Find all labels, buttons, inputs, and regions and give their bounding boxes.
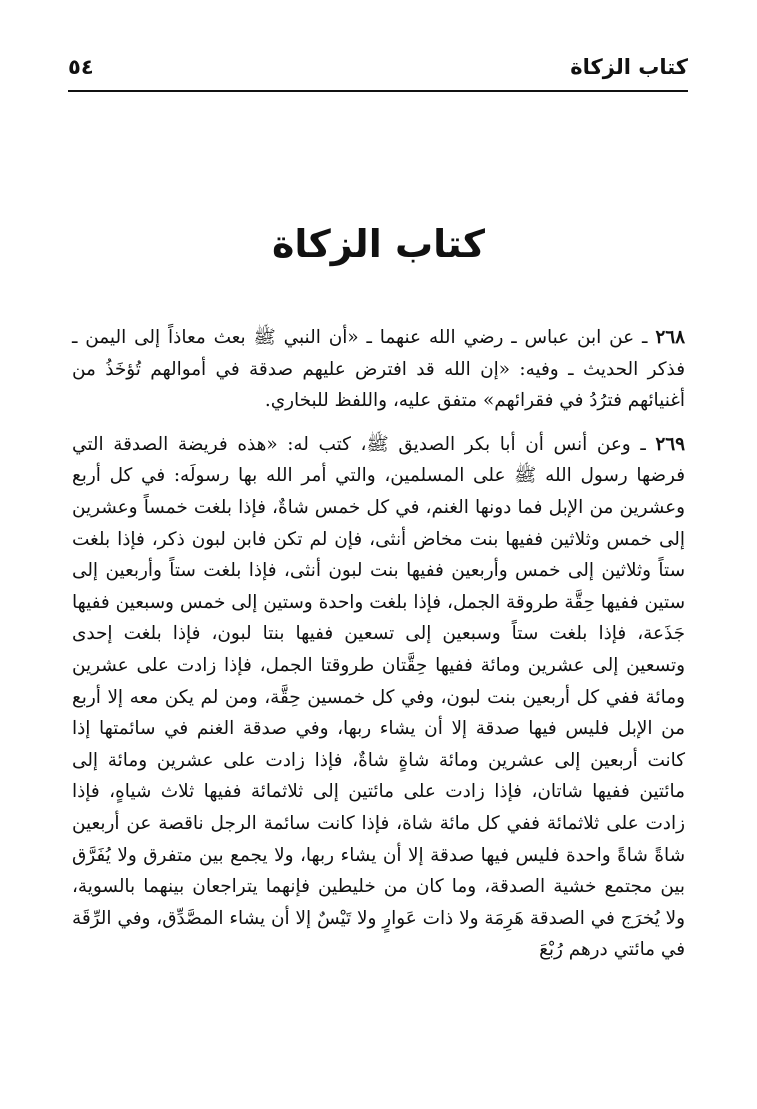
running-header-title: كتاب الزكاة — [570, 55, 688, 79]
hadith-number: ٢٦٨ — [655, 327, 685, 348]
hadith-text: ـ عن ابن عباس ـ رضي الله عنهما ـ «أن النبي ﷺ بعث معاذاً إلى اليمن ـ فذكر الحديث ـ وفيه: «إن الله قد افترض عليهم صدقة في أموالهم تُؤخَذُ من أغنيائهم فترُدُ في فقرائهم» متفق عليه، واللفظ للبخاري. — [72, 327, 685, 412]
hadith-text: ـ وعن أنس أن أبا بكر الصديق ﷺ، كتب له: «هذه فريضة الصدقة التي فرضها رسول الله ﷺ على المسلمين، والتي أمر الله بها رسولَه: في كل أربع وعشرين من الإبل فما دونها الغنم، في كل خمس شاةٌ، فإذا بلغت خمساً وعشرين إلى خمس وثلاثين ففيها بنت مخاض أنثى، فإن لم تكن فابن لبون ذكر، فإذا بلغت ستاً وثلاثين إلى خمس وأربعين ففيها بنت لبون أنثى، فإذا بلغت ستاً وأربعين إلى ستين ففيها حِقَّة طروقة الجمل، فإذا بلغت واحدة وستين إلى خمس وسبعين ففيها جَذَعة، فإذا بلغت ستاً وسبعين إلى تسعين ففيها بنتا لبون، فإذا بلغت إحدى وتسعين إلى عشرين ومائة ففيها حِقَّتان طروقتا الجمل، فإذا زادت على عشرين ومائة ففي كل أربعين بنت لبون، وفي كل خمسين حِقَّة، ومن لم يكن معه إلا أربع من الإبل فليس فيها صدقة إلا أن يشاء ربها، وفي صدقة الغنم في سائمتها إذا كانت أربعين إلى عشرين ومائة شاةٍ شاةٌ، فإذا زادت على عشرين ومائة إلى مائتين ففيها شاتان، فإذا زادت على مائتين إلى ثلاثمائة ففيها ثلاث شياهٍ، فإذا زادت على ثلاثمائة ففي كل مائة شاة، فإذا كانت سائمة الرجل ناقصة عن أربعين شاةً شاةً واحدة فليس فيها صدقة إلا أن يشاء ربها، ولا يجمع بين متفرق ولا يُفَرَّق بين مجتمع خشية الصدقة، وما كان من خليطين فإنهما يتراجعان بينهما بالسوية، ولا يُخرَج في الصدقة هَرِمَة ولا ذات عَوارٍ ولا تَيْسٌ إلا أن يشاء المصَّدِّق، وفي الرِّقَة في مائتي درهم رُبْعَ — [72, 433, 685, 961]
running-header — [68, 50, 688, 84]
hadith-paragraph — [72, 322, 685, 417]
hadith-number: ٢٦٩ — [655, 433, 685, 455]
header-divider — [68, 90, 688, 92]
page-number: ٥٤ — [68, 55, 94, 79]
body-text — [72, 322, 685, 966]
chapter-title: كتاب الزكاة — [271, 222, 486, 266]
hadith-paragraph — [72, 429, 685, 966]
